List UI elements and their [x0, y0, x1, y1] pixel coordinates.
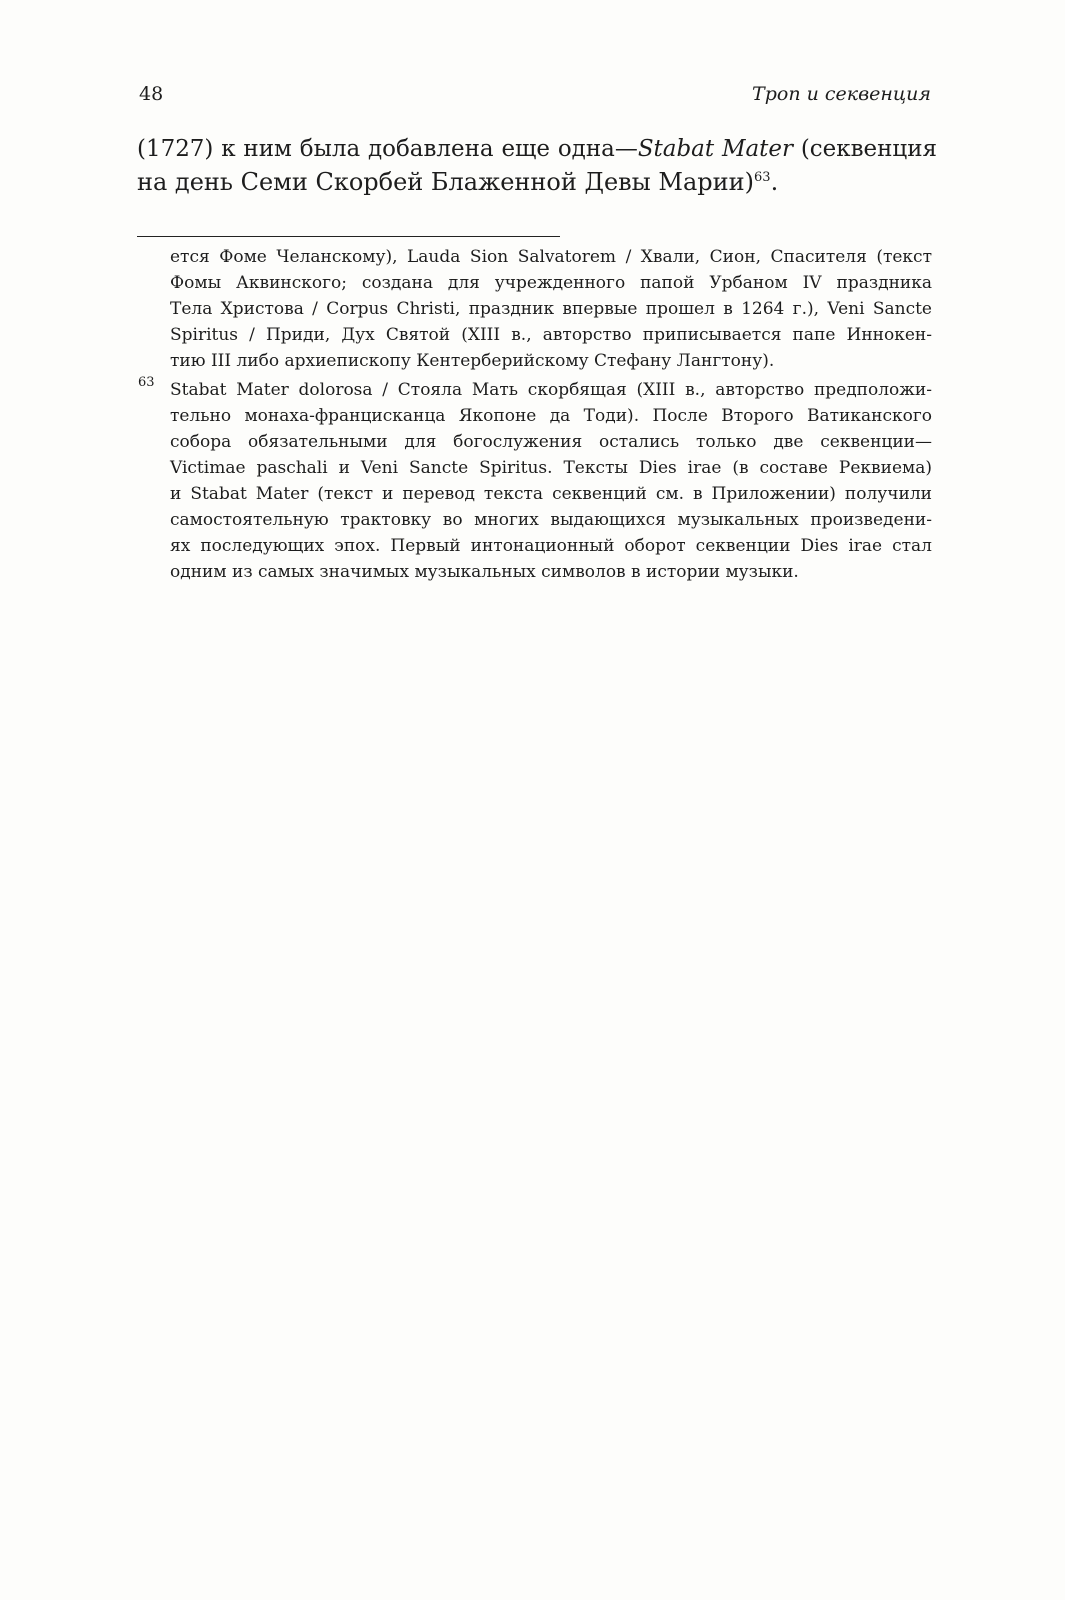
footnote-line: тию III либо архиепископу Кентерберийскому Стефану Лангтону). — [170, 351, 775, 371]
footnote-line: ется Фоме Челанскому), Lauda Sion Salvatorem / Хвали, Сион, Спасителя (текст — [170, 247, 932, 267]
running-head: Троп и секвенция — [752, 83, 931, 105]
footnote-number: 63 — [138, 375, 155, 390]
footnote-line: самостоятельную трактовку во многих выдающихся музыкальных произведени- — [170, 510, 932, 530]
footnote-reference: 63 — [754, 170, 771, 185]
footnote-line: Тела Христова / Corpus Christi, праздник впервые прошел в 1264 г.), Veni Sancte — [170, 299, 932, 319]
body-text-segment: (1727) к ним была добавлена еще одна— — [137, 136, 638, 162]
footnote-line: Фомы Аквинского; создана для учрежденного папой Урбаном IV праздника — [170, 273, 932, 293]
italic-title: Stabat Mater — [637, 136, 793, 162]
footnote-63 — [138, 375, 932, 585]
page-number: 48 — [139, 83, 164, 105]
footnote-separator — [137, 236, 560, 237]
footnote-line: ях последующих эпох. Первый интонационный оборот секвенции Dies irae стал — [170, 536, 932, 556]
footnote-line: тельно монаха-францисканца Якопоне да Тоди). После Второго Ватиканского — [170, 406, 932, 426]
body-line-1 — [137, 133, 937, 166]
footnote-line: Spiritus / Приди, Дух Святой (XIII в., авторство приписывается папе Иннокен- — [170, 325, 932, 345]
body-paragraph — [137, 133, 937, 199]
body-text-segment: (секвенция — [792, 136, 937, 162]
footnote-line: и Stabat Mater (текст и перевод текста секвенций см. в Приложении) получили — [170, 484, 932, 504]
footnote-continued — [170, 244, 932, 374]
footnote-line: одним из самых значимых музыкальных символов в истории музыки. — [170, 562, 799, 582]
body-line-2 — [137, 166, 937, 199]
body-text-segment: на день Семи Скорбей Блаженной Девы Марии) — [137, 168, 755, 196]
footnotes — [138, 244, 932, 585]
footnote-line: собора обязательными для богослужения остались только две секвенции— — [170, 432, 932, 452]
footnote-line: Stabat Mater dolorosa / Стояла Мать скорбящая (XIII в., авторство предположи- — [170, 380, 932, 400]
body-text-segment: . — [770, 168, 779, 196]
footnote-line: Victimae paschali и Veni Sancte Spiritus. Тексты Dies irae (в составе Реквиема) — [170, 458, 932, 478]
